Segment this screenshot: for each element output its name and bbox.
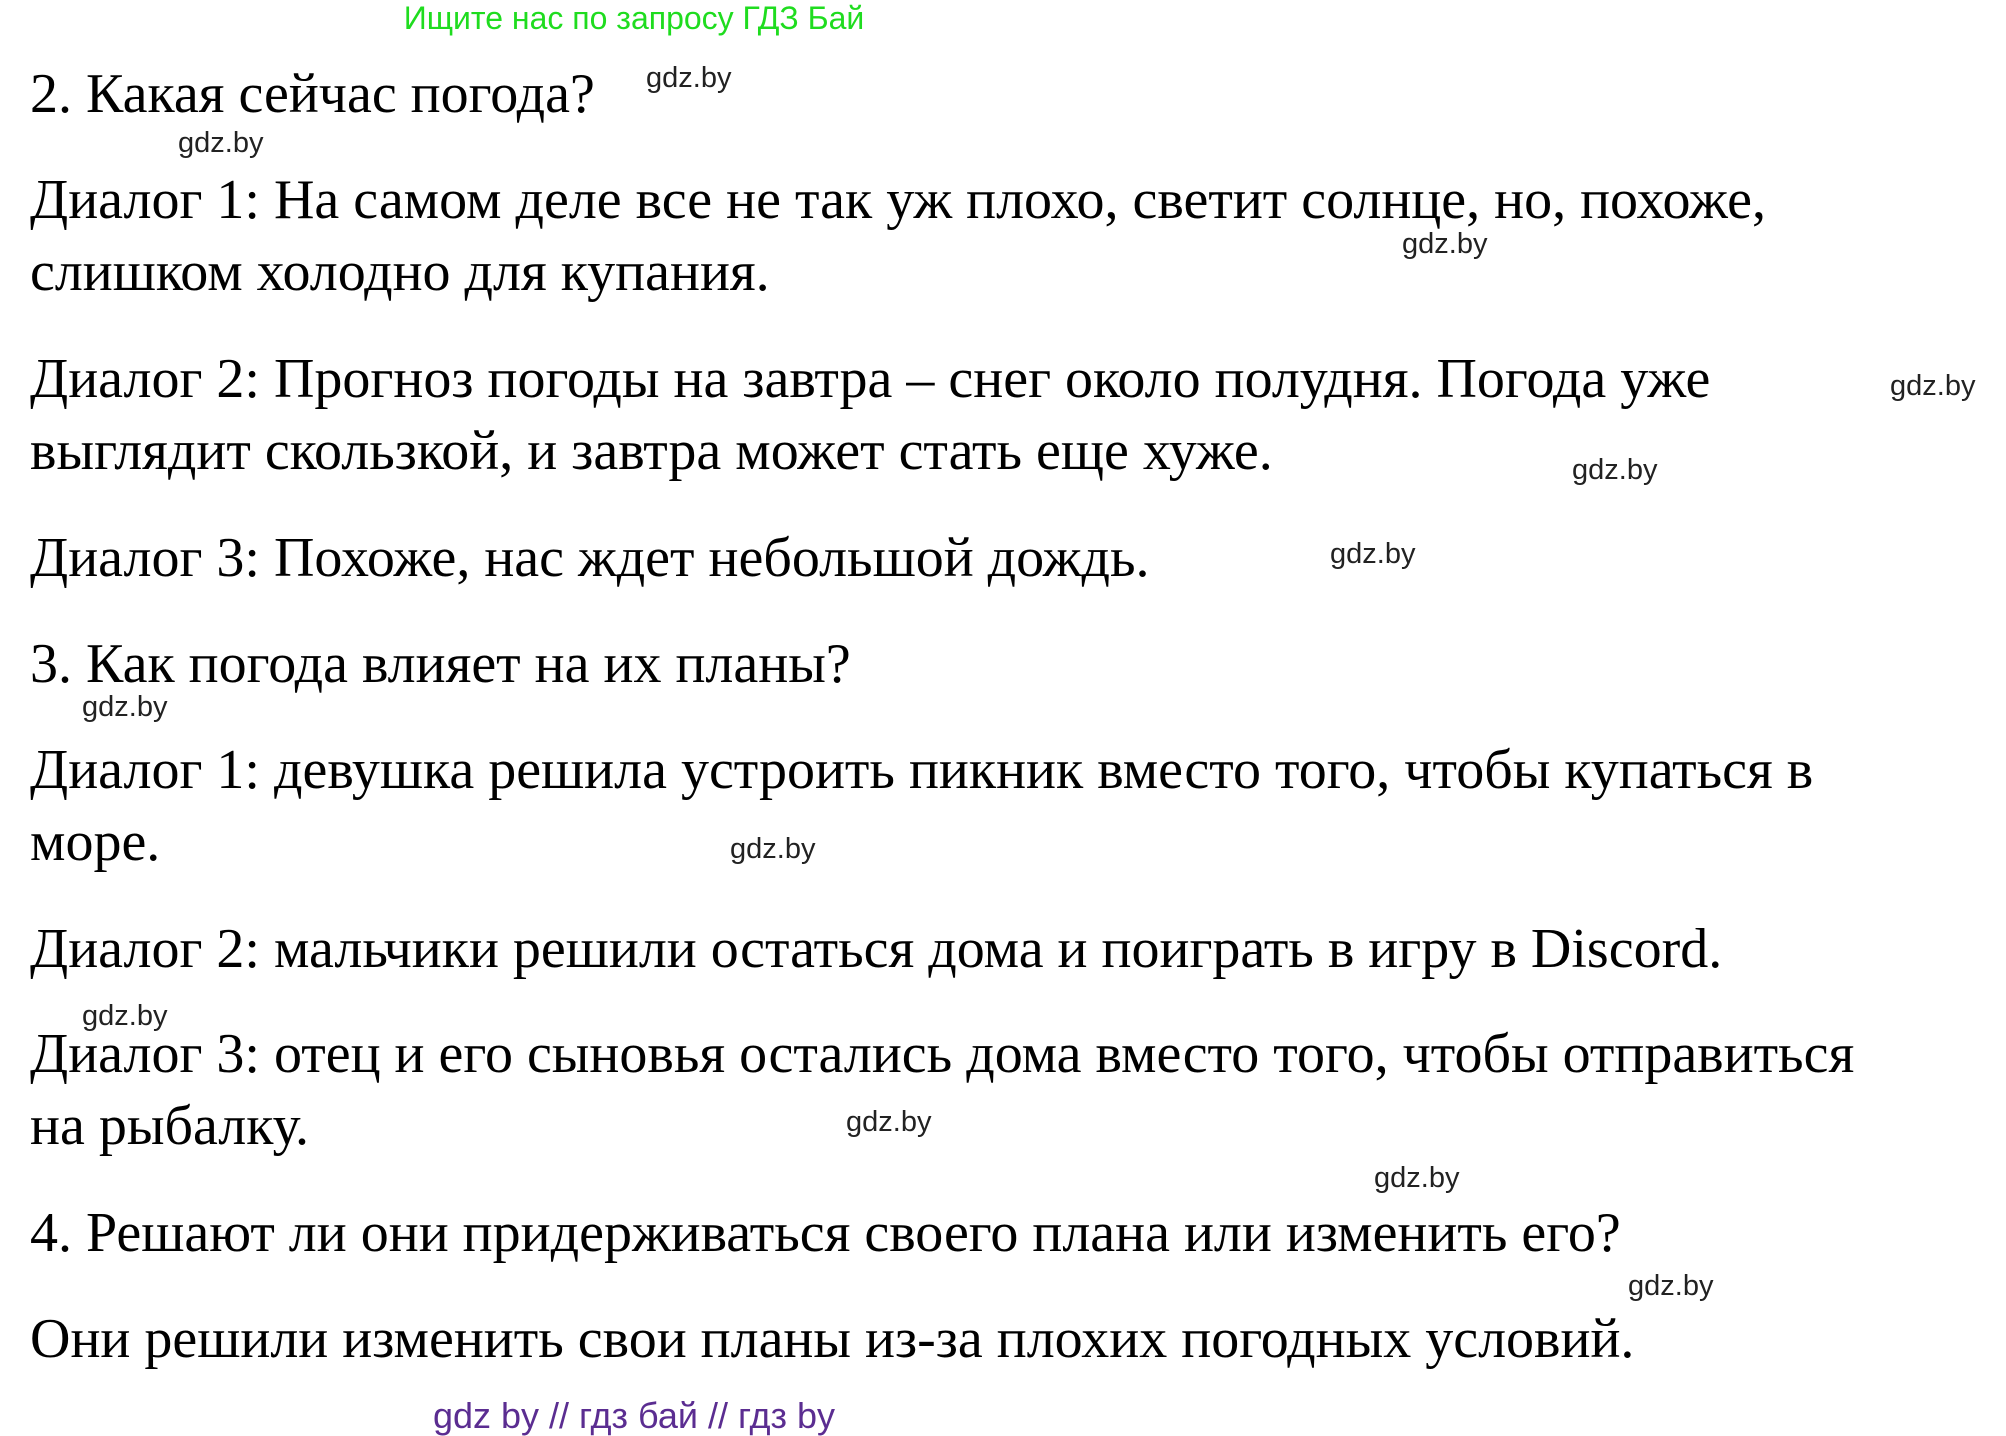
watermark: gdz.by bbox=[646, 62, 732, 94]
header-banner: Ищите нас по запросу ГДЗ Бай bbox=[403, 0, 865, 36]
watermark: gdz.by bbox=[1402, 228, 1488, 260]
question-2: 2. Какая сейчас погода? bbox=[30, 63, 595, 125]
q2-dialog-1-line-2: слишком холодно для купания. bbox=[30, 241, 770, 303]
watermark: gdz.by bbox=[1572, 454, 1658, 486]
watermark: gdz.by bbox=[1330, 538, 1416, 570]
question-4: 4. Решают ли они придерживаться своего плана или изменить его? bbox=[30, 1202, 1621, 1264]
q3-dialog-1-line-2: море. bbox=[30, 811, 161, 873]
watermark: gdz.by bbox=[82, 1000, 168, 1032]
q3-dialog-3-line-1: Диалог 3: отец и его сыновья остались дома вместо того, чтобы отправиться bbox=[30, 1023, 1855, 1085]
watermark: gdz.by bbox=[178, 127, 264, 159]
q2-dialog-2-line-2: выглядит скользкой, и завтра может стать еще хуже. bbox=[30, 420, 1273, 482]
q2-dialog-1-line-1: Диалог 1: На самом деле все не так уж плохо, светит солнце, но, похоже, bbox=[30, 169, 1766, 231]
q3-dialog-3-line-2: на рыбалку. bbox=[30, 1095, 310, 1157]
watermark: gdz.by bbox=[1628, 1270, 1714, 1302]
watermark: gdz.by bbox=[730, 833, 816, 865]
q3-dialog-2: Диалог 2: мальчики решили остаться дома и поиграть в игру в Discord. bbox=[30, 918, 1723, 980]
watermark: gdz.by bbox=[1374, 1162, 1460, 1194]
q4-answer: Они решили изменить свои планы из-за плохих погодных условий. bbox=[30, 1308, 1635, 1370]
q3-dialog-1-line-1: Диалог 1: девушка решила устроить пикник вместо того, чтобы купаться в bbox=[30, 739, 1814, 801]
question-3: 3. Как погода влияет на их планы? bbox=[30, 633, 851, 695]
watermark: gdz.by bbox=[846, 1106, 932, 1138]
watermark: gdz.by bbox=[1890, 370, 1976, 402]
footer-banner: gdz by // гдз бай // гдз by bbox=[432, 1395, 836, 1436]
watermark: gdz.by bbox=[82, 691, 168, 723]
q2-dialog-3: Диалог 3: Похоже, нас ждет небольшой дождь. bbox=[30, 527, 1150, 589]
q2-dialog-2-line-1: Диалог 2: Прогноз погоды на завтра – снег около полудня. Погода уже bbox=[30, 348, 1711, 410]
